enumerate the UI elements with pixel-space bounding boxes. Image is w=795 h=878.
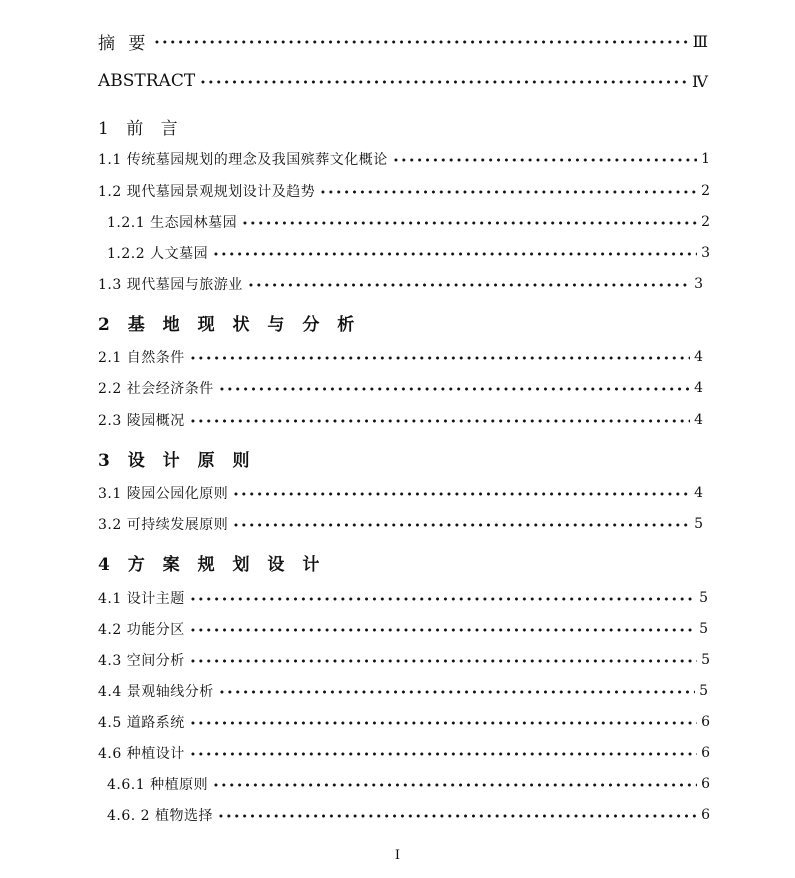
toc-page-number: 2 [701, 183, 710, 199]
toc-entry-2-1[interactable] [98, 344, 703, 370]
toc-label: ABSTRACT [98, 71, 196, 91]
toc-entry-4-2[interactable] [98, 616, 708, 642]
toc-page-number: Ⅳ [692, 71, 708, 91]
toc-page-number: 4 [694, 412, 703, 428]
toc-page-number: 4 [694, 485, 703, 501]
toc-page-number: 6 [701, 714, 710, 730]
toc-entry-4-6[interactable] [98, 740, 710, 766]
toc-label: 2.2 社会经济条件 [98, 381, 214, 397]
toc-leader-dots [153, 28, 688, 54]
toc-entry-4-5[interactable] [98, 709, 710, 735]
toc-leader-dots [189, 709, 697, 735]
toc-label: 4.6 种植设计 [98, 746, 185, 762]
toc-label: 4.4 景观轴线分析 [98, 684, 214, 700]
toc-label: 2.3 陵园概况 [98, 413, 185, 429]
toc-label: 4.5 道路系统 [98, 715, 185, 731]
toc-label: 4.2 功能分区 [98, 622, 185, 638]
toc-label: 1.2.1 生态园林墓园 [107, 215, 238, 231]
toc-label: 4.6. 2 植物选择 [107, 808, 214, 824]
toc-section-1-title[interactable]: 1 前 言 [98, 119, 184, 139]
toc-entry-1-1[interactable] [98, 146, 710, 172]
toc-leader-dots [189, 585, 695, 611]
toc-leader-dots [199, 68, 688, 94]
toc-section-2-title[interactable]: 2 基 地 现 状 与 分 析 [98, 315, 361, 335]
toc-leader-dots [247, 271, 690, 297]
toc-page-number: 3 [701, 245, 710, 261]
toc-label: 1.2.2 人文墓园 [107, 246, 209, 262]
toc-entry-abstract-cn[interactable] [98, 28, 708, 54]
toc-page-number: 6 [701, 745, 710, 761]
toc-entry-3-1[interactable] [98, 480, 703, 506]
toc-entry-1-2[interactable] [98, 178, 710, 204]
toc-label: 3.1 陵园公园化原则 [98, 486, 229, 502]
toc-leader-dots [189, 740, 697, 766]
toc-entry-1-2-1[interactable] [107, 209, 710, 235]
toc-entry-4-4[interactable] [98, 678, 708, 704]
toc-label: 1.2 现代墓园景观规划设计及趋势 [98, 184, 316, 200]
toc-label: 摘 要 [98, 33, 150, 54]
toc-page-number: 5 [699, 590, 708, 606]
toc-leader-dots [218, 375, 690, 401]
toc-leader-dots [218, 678, 695, 704]
toc-page-number: 5 [699, 621, 708, 637]
toc-leader-dots [241, 209, 697, 235]
toc-label: 3.2 可持续发展原则 [98, 517, 229, 533]
toc-page-number: Ⅲ [692, 31, 708, 51]
toc-leader-dots [217, 802, 697, 828]
toc-section-3-title[interactable]: 3 设 计 原 则 [98, 451, 256, 471]
toc-entry-4-1[interactable] [98, 585, 708, 611]
toc-page-number: 3 [694, 276, 703, 292]
toc-entry-3-2[interactable] [98, 511, 703, 537]
toc-entry-1-3[interactable] [98, 271, 703, 297]
toc-leader-dots [319, 178, 697, 204]
toc-label: 2.1 自然条件 [98, 350, 185, 366]
toc-entry-4-3[interactable] [98, 647, 710, 673]
toc-section-4-title[interactable]: 4 方 案 规 划 设 计 [98, 555, 326, 575]
toc-label: 4.6.1 种植原则 [107, 777, 209, 793]
toc-label: 4.1 设计主题 [98, 591, 185, 607]
toc-leader-dots [189, 616, 695, 642]
toc-page-number: 6 [701, 807, 710, 823]
page-number-footer: I [394, 848, 401, 863]
toc-page-number: 6 [701, 776, 710, 792]
toc-label: 1.3 现代墓园与旅游业 [98, 277, 243, 293]
toc-leader-dots [189, 344, 690, 370]
toc-entry-2-2[interactable] [98, 375, 703, 401]
toc-page-number: 1 [701, 151, 710, 167]
toc-leader-dots [212, 771, 697, 797]
toc-page-number: 5 [699, 683, 708, 699]
toc-page-number: 4 [694, 349, 703, 365]
toc-page-number: 5 [701, 652, 710, 668]
toc-leader-dots [189, 407, 690, 433]
toc-leader-dots [232, 480, 690, 506]
toc-entry-4-6-2[interactable] [107, 802, 710, 828]
toc-label: 1.1 传统墓园规划的理念及我国殡葬文化概论 [98, 152, 388, 168]
toc-page-number: 5 [694, 516, 703, 532]
toc-entry-abstract-en[interactable] [98, 68, 708, 94]
toc-page-number: 4 [694, 380, 703, 396]
toc-entry-4-6-1[interactable] [107, 771, 710, 797]
toc-entry-1-2-2[interactable] [107, 240, 710, 266]
toc-entry-2-3[interactable] [98, 407, 703, 433]
toc-leader-dots [232, 511, 690, 537]
toc-leader-dots [212, 240, 697, 266]
toc-label: 4.3 空间分析 [98, 653, 185, 669]
toc-leader-dots [392, 146, 697, 172]
toc-leader-dots [189, 647, 697, 673]
toc-page-number: 2 [701, 214, 710, 230]
